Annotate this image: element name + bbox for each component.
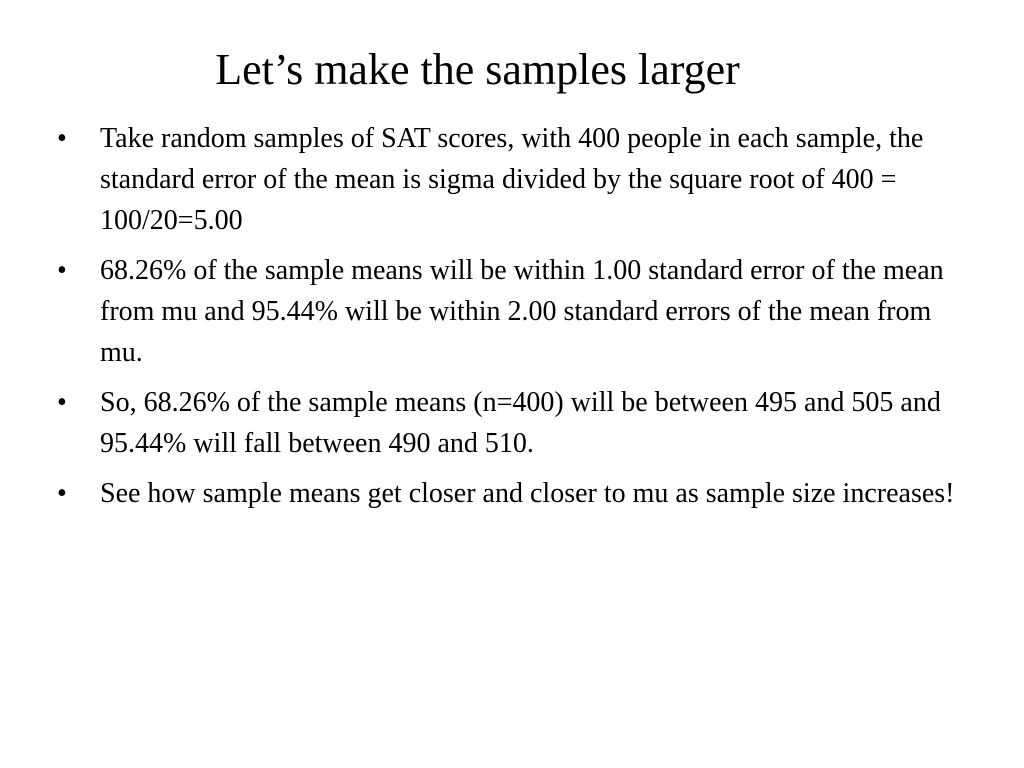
bullet-mark: • — [57, 255, 67, 286]
bullet-text: 68.26% of the sample means will be within 1.00 standard error of the mean from mu and 95.44% will be within 2.00 standard errors of the mean from mu. — [100, 255, 944, 368]
bullet-item — [57, 118, 957, 241]
bullet-mark: • — [57, 387, 67, 418]
bullet-mark: • — [57, 478, 67, 509]
bullet-text: Take random samples of SAT scores, with 400 people in each sample, the standard error of the mean is sigma divided by the square root of 400 = 100/20=5.00 — [100, 123, 924, 236]
bullet-item — [57, 250, 957, 373]
bullet-text: So, 68.26% of the sample means (n=400) will be between 495 and 505 and 95.44% will fall between 490 and 510. — [100, 387, 941, 459]
bullet-item — [57, 473, 957, 514]
bullet-item — [57, 382, 957, 464]
bullet-text: See how sample means get closer and closer to mu as sample size increases! — [100, 478, 955, 509]
bullet-list — [57, 118, 957, 523]
bullet-mark: • — [57, 123, 67, 154]
slide-title: Let’s make the samples larger — [215, 45, 740, 94]
